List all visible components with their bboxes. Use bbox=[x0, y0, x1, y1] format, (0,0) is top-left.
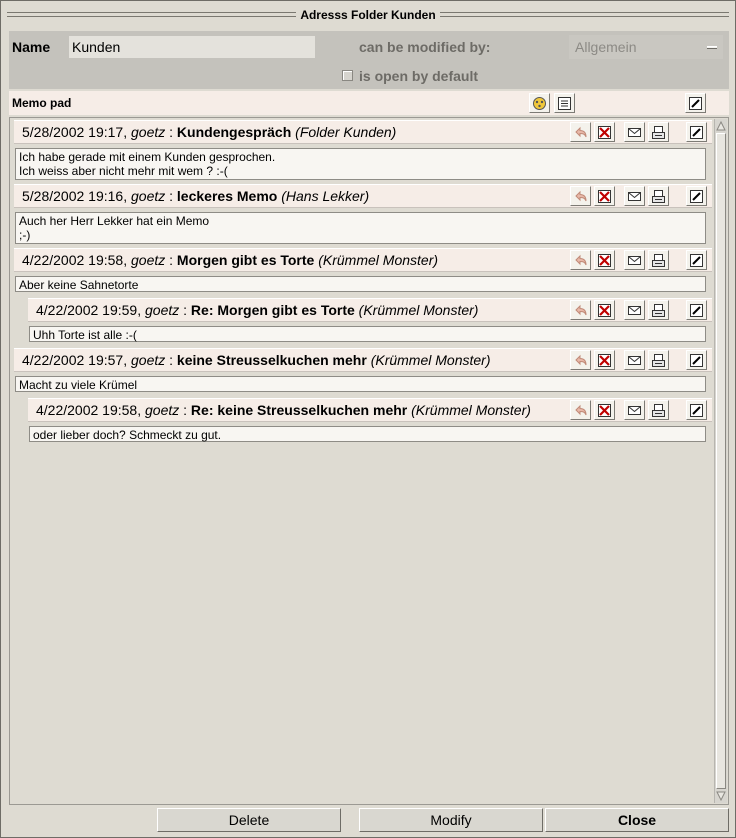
mail-icon bbox=[627, 303, 642, 318]
memo-reply-button[interactable] bbox=[570, 300, 591, 320]
memo-pad-bar bbox=[9, 91, 729, 115]
memo-folder: (Krümmel Monster) bbox=[411, 402, 531, 418]
memo-print-button[interactable] bbox=[648, 122, 669, 142]
memo-print-button[interactable] bbox=[648, 186, 669, 206]
memo-author: goetz bbox=[131, 252, 166, 268]
open-by-default-label: is open by default bbox=[359, 68, 479, 84]
memo-list[interactable] bbox=[9, 117, 729, 805]
memo-author: goetz bbox=[131, 188, 166, 204]
memo-pad-label: Memo pad bbox=[12, 96, 72, 110]
memo-timestamp: 4/22/2002 19:58, bbox=[36, 402, 142, 418]
memo-header[interactable] bbox=[28, 298, 712, 322]
memo-header[interactable] bbox=[14, 120, 712, 144]
memo-timestamp: 4/22/2002 19:59, bbox=[36, 302, 142, 318]
memo-body: Auch her Herr Lekker hat ein Memo ;-) bbox=[15, 212, 706, 244]
open-by-default-checkbox[interactable] bbox=[342, 70, 353, 81]
memo-edit-button[interactable] bbox=[686, 400, 707, 420]
print-icon bbox=[651, 353, 666, 368]
modified-by-value: Allgemein bbox=[575, 39, 637, 55]
memo-separator: : bbox=[169, 252, 174, 268]
memo-edit-button[interactable] bbox=[686, 122, 707, 142]
memo-timestamp: 5/28/2002 19:17, bbox=[22, 124, 128, 140]
memo-timestamp: 4/22/2002 19:57, bbox=[22, 352, 128, 368]
edit-icon bbox=[689, 125, 704, 140]
edit-icon bbox=[688, 96, 703, 111]
memo-body: Ich habe gerade mit einem Kunden gesprochen. Ich weiss aber nicht mehr mit wem ? :-( bbox=[15, 148, 706, 180]
list-icon bbox=[557, 96, 572, 111]
memo-mail-button[interactable] bbox=[624, 122, 645, 142]
memo-print-button[interactable] bbox=[648, 350, 669, 370]
memo-header[interactable] bbox=[28, 398, 712, 422]
new-memo-button[interactable] bbox=[685, 93, 706, 113]
memo-header[interactable] bbox=[14, 348, 712, 372]
memo-mail-button[interactable] bbox=[624, 400, 645, 420]
memo-folder: (Krümmel Monster) bbox=[358, 302, 479, 318]
memo-delete-button[interactable] bbox=[594, 400, 615, 420]
memo-subject: Re: Morgen gibt es Torte bbox=[190, 302, 355, 318]
memo-subject: Re: keine Streusselkuchen mehr bbox=[190, 402, 408, 418]
close-button[interactable]: Close bbox=[545, 808, 729, 832]
memo-edit-button[interactable] bbox=[686, 250, 707, 270]
reply-icon bbox=[573, 403, 588, 418]
delete-icon bbox=[597, 303, 612, 318]
memo-edit-button[interactable] bbox=[686, 300, 707, 320]
memo-separator: : bbox=[169, 124, 174, 140]
delete-icon bbox=[597, 189, 612, 204]
filter-icon bbox=[532, 96, 547, 111]
memo-folder: (Folder Kunden) bbox=[295, 124, 397, 140]
memo-body: oder lieber doch? Schmeckt zu gut. bbox=[29, 426, 706, 442]
edit-icon bbox=[689, 189, 704, 204]
edit-icon bbox=[689, 403, 704, 418]
print-icon bbox=[651, 403, 666, 418]
memo-reply-button[interactable] bbox=[570, 250, 591, 270]
memo-reply-button[interactable] bbox=[570, 186, 591, 206]
memo-folder: (Hans Lekker) bbox=[281, 188, 370, 204]
option-menu-indicator-icon bbox=[707, 46, 717, 49]
print-icon bbox=[651, 125, 666, 140]
memo-author: goetz bbox=[145, 402, 180, 418]
delete-icon bbox=[597, 125, 612, 140]
edit-icon bbox=[689, 253, 704, 268]
edit-icon bbox=[689, 303, 704, 318]
memo-timestamp: 5/28/2002 19:16, bbox=[22, 188, 128, 204]
memo-subject: keine Streusselkuchen mehr bbox=[176, 352, 367, 368]
memo-reply-button[interactable] bbox=[570, 400, 591, 420]
memo-mail-button[interactable] bbox=[624, 350, 645, 370]
memo-author: goetz bbox=[145, 302, 180, 318]
memo-mail-button[interactable] bbox=[624, 300, 645, 320]
memo-timestamp: 4/22/2002 19:58, bbox=[22, 252, 128, 268]
folder-header bbox=[9, 31, 729, 89]
filter-button[interactable] bbox=[529, 93, 550, 113]
memo-folder: (Krümmel Monster) bbox=[318, 252, 439, 268]
memo-separator: : bbox=[169, 188, 174, 204]
name-label: Name bbox=[12, 39, 51, 55]
memo-body: Aber keine Sahnetorte bbox=[15, 276, 706, 292]
list-view-button[interactable] bbox=[554, 93, 575, 113]
delete-icon bbox=[597, 253, 612, 268]
delete-button[interactable]: Delete bbox=[157, 808, 341, 832]
mail-icon bbox=[627, 403, 642, 418]
memo-subject: Morgen gibt es Torte bbox=[176, 252, 315, 268]
memo-print-button[interactable] bbox=[648, 300, 669, 320]
title-bar[interactable] bbox=[3, 3, 733, 27]
memo-delete-button[interactable] bbox=[594, 122, 615, 142]
reply-icon bbox=[573, 253, 588, 268]
reply-icon bbox=[573, 353, 588, 368]
memo-delete-button[interactable] bbox=[594, 250, 615, 270]
print-icon bbox=[651, 253, 666, 268]
memo-author: goetz bbox=[131, 352, 166, 368]
print-icon bbox=[651, 303, 666, 318]
memo-subject: leckeres Memo bbox=[176, 188, 278, 204]
modified-by-label: can be modified by: bbox=[359, 39, 491, 55]
name-input[interactable] bbox=[69, 36, 315, 58]
memo-header[interactable] bbox=[14, 184, 712, 208]
memo-delete-button[interactable] bbox=[594, 300, 615, 320]
print-icon bbox=[651, 189, 666, 204]
vertical-scrollbar[interactable] bbox=[714, 119, 727, 803]
mail-icon bbox=[627, 189, 642, 204]
mail-icon bbox=[627, 253, 642, 268]
memo-delete-button[interactable] bbox=[594, 186, 615, 206]
reply-icon bbox=[573, 189, 588, 204]
memo-subject: Kundengespräch bbox=[176, 124, 292, 140]
memo-edit-button[interactable] bbox=[686, 186, 707, 206]
mail-icon bbox=[627, 125, 642, 140]
scroll-thumb[interactable] bbox=[716, 133, 726, 789]
memo-edit-button[interactable] bbox=[686, 350, 707, 370]
scroll-up-icon[interactable] bbox=[716, 121, 726, 131]
edit-icon bbox=[689, 353, 704, 368]
delete-icon bbox=[597, 403, 612, 418]
memo-reply-button[interactable] bbox=[570, 122, 591, 142]
memo-mail-button[interactable] bbox=[624, 186, 645, 206]
modified-by-select[interactable] bbox=[569, 35, 723, 59]
memo-separator: : bbox=[169, 352, 174, 368]
memo-author: goetz bbox=[131, 124, 166, 140]
memo-delete-button[interactable] bbox=[594, 350, 615, 370]
memo-header[interactable] bbox=[14, 248, 712, 272]
memo-body: Macht zu viele Krümel bbox=[15, 376, 706, 392]
delete-icon bbox=[597, 353, 612, 368]
memo-reply-button[interactable] bbox=[570, 350, 591, 370]
memo-body: Uhh Torte ist alle :-( bbox=[29, 326, 706, 342]
memo-folder: (Krümmel Monster) bbox=[370, 352, 491, 368]
window-title: Adresss Folder Kunden bbox=[296, 8, 439, 22]
memo-print-button[interactable] bbox=[648, 250, 669, 270]
scroll-down-icon[interactable] bbox=[716, 791, 726, 801]
mail-icon bbox=[627, 353, 642, 368]
reply-icon bbox=[573, 303, 588, 318]
memo-mail-button[interactable] bbox=[624, 250, 645, 270]
modify-button[interactable]: Modify bbox=[359, 808, 543, 832]
memo-separator: : bbox=[183, 402, 188, 418]
reply-icon bbox=[573, 125, 588, 140]
memo-separator: : bbox=[183, 302, 188, 318]
memo-print-button[interactable] bbox=[648, 400, 669, 420]
